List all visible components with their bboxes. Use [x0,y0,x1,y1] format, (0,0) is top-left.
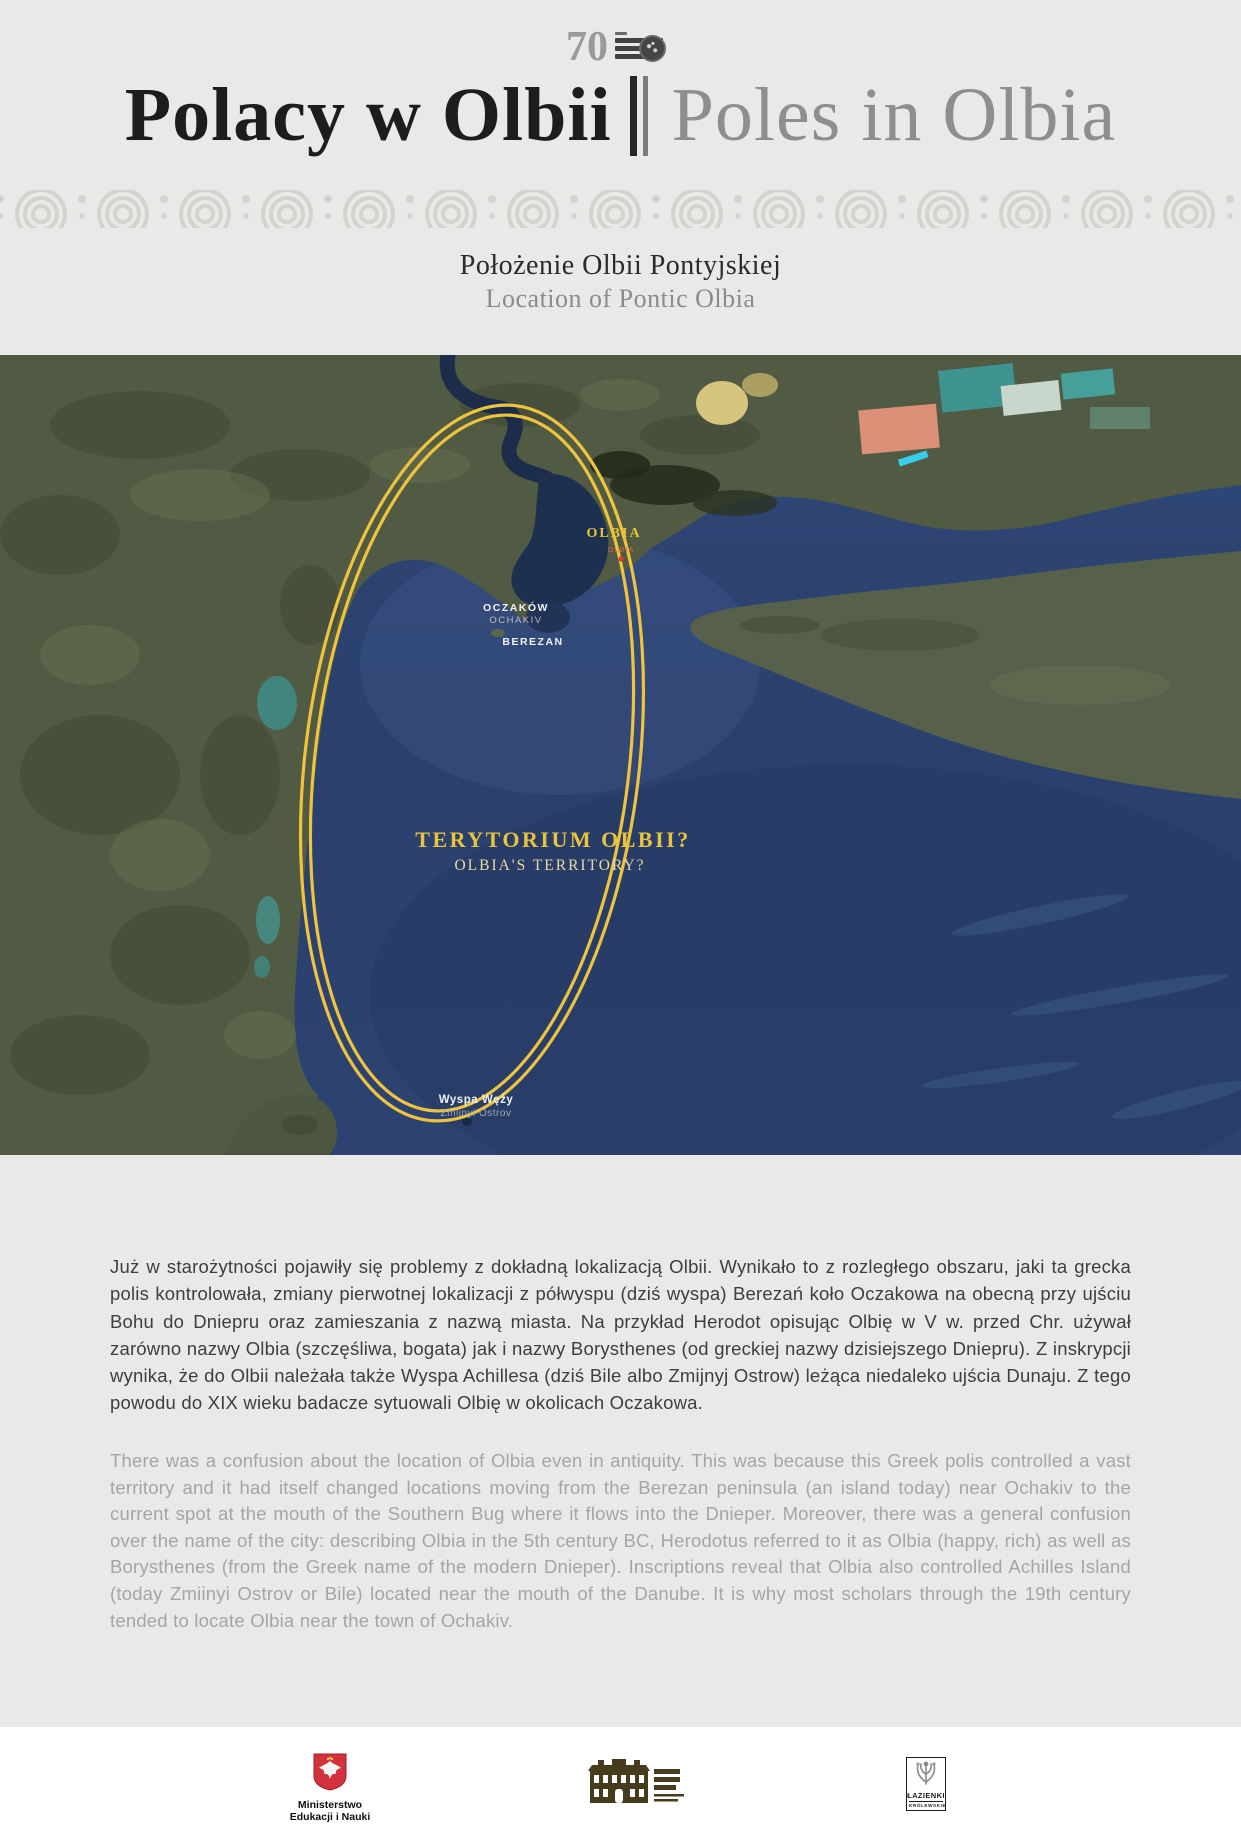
title-polish: Polacy w Olbii [124,73,612,157]
map-label-olbia: OLBIA [586,526,642,541]
spiral-frieze-ornament [0,190,1241,228]
lazienki-label-line2: KRÓLEWSKIE [909,1803,947,1808]
ministry-label-line1: Ministerstwo [297,1799,363,1811]
subtitle-polish: Położenie Olbii Pontyjskiej [459,250,782,281]
map-label-berezan: BEREZAN [502,636,564,648]
map-label-ochakiv-pl: OCZAKÓW [483,602,549,614]
institute-palace-logo [588,1757,688,1807]
polish-eagle-crest-icon [313,1753,347,1791]
footer-logos [0,1727,1241,1840]
palace-facade-icon [588,1757,688,1807]
map-label-territory-pl: TERYTORIUM OLBII? [415,827,691,852]
title-english: Poles in Olbia [671,73,1117,157]
coin-medal-icon [639,35,666,62]
olbia-map-pin-icon [618,556,623,561]
double-bar-divider-icon [630,76,648,156]
ministry-of-education-logo [282,1753,378,1823]
page-title [0,72,1241,159]
paragraph-english: There was a confusion about the location of Olbia even in antiquity. This was because this Greek polis controlled a vast territory and it had itself changed locations moving from the Berezan peninsula (an island today) near Ochakiv to the current spot at the mouth of the Southern Bug where it flows into the Dnieper. Moreover, there was a general confusion over the name of the city: describing Olbia in the 5th century BC, Herodotus referred to it as Olbia (happy, rich) as well as Borysthenes (from the Greek name of the modern Dnieper). Inscriptions reveal that Olbia also controlled Achilles Island (today Zmiinyi Ostrov or Bile) located near the mouth of the Danube. It is why most scholars through the 19th century tended to locate Olbia near the town of Ochakiv. [110,1450,1131,1631]
ministry-label-line2: Edukacji i Nauki [289,1811,371,1823]
anniversary-number: 70 [566,24,608,70]
map-label-snake-island-en: Zmiinyi Ostrov [440,1108,512,1119]
anniversary-70-logo [566,26,663,72]
map-label-territory-en: OLBIA'S TERRITORY? [454,857,646,874]
lazienki-crest-icon [908,1758,944,1786]
map-label-ochakiv-en: OCHAKIV [489,615,543,626]
subtitle-english: Location of Pontic Olbia [485,284,756,313]
map-label-olbia-small: OLBIA [607,545,635,554]
map-label-snake-island-pl: Wyspa Węży [438,1094,514,1106]
lazienki-label-line1: ŁAZIENKI [907,1791,945,1800]
lazienki-krolewskie-logo [906,1757,946,1811]
paragraph-polish: Już w starożytności pojawiły się problemy z dokładną lokalizacją Olbii. Wynikało to z rozległego obszaru, jaki ta grecka polis kontrolowała, zmiany pierwotnej lokalizacji z półwyspu (dziś wyspa) Berezań koło Oczakowa na obecną przy ujściu Bohu do Dniepru oraz zamieszania z nazwą miasta. Na przykład Herodot opisując Olbię w V w. przed Chr. używał zarówno nazwy Olbia (szczęśliwa, bogata) jak i nazwy Borysthenes (od greckiej nazwy dzisiejszego Dniepru). Z inskrypcji wynika, że do Olbii należała także Wyspa Achillesa (dziś Bile albo Zmijnyj Ostrow) leżąca niedaleko ujścia Dunaju. Z tego powodu do XIX wieku badacze sytuowali Olbię w okolicach Oczakowa. [110,1256,1131,1414]
satellite-map [0,355,1241,1155]
